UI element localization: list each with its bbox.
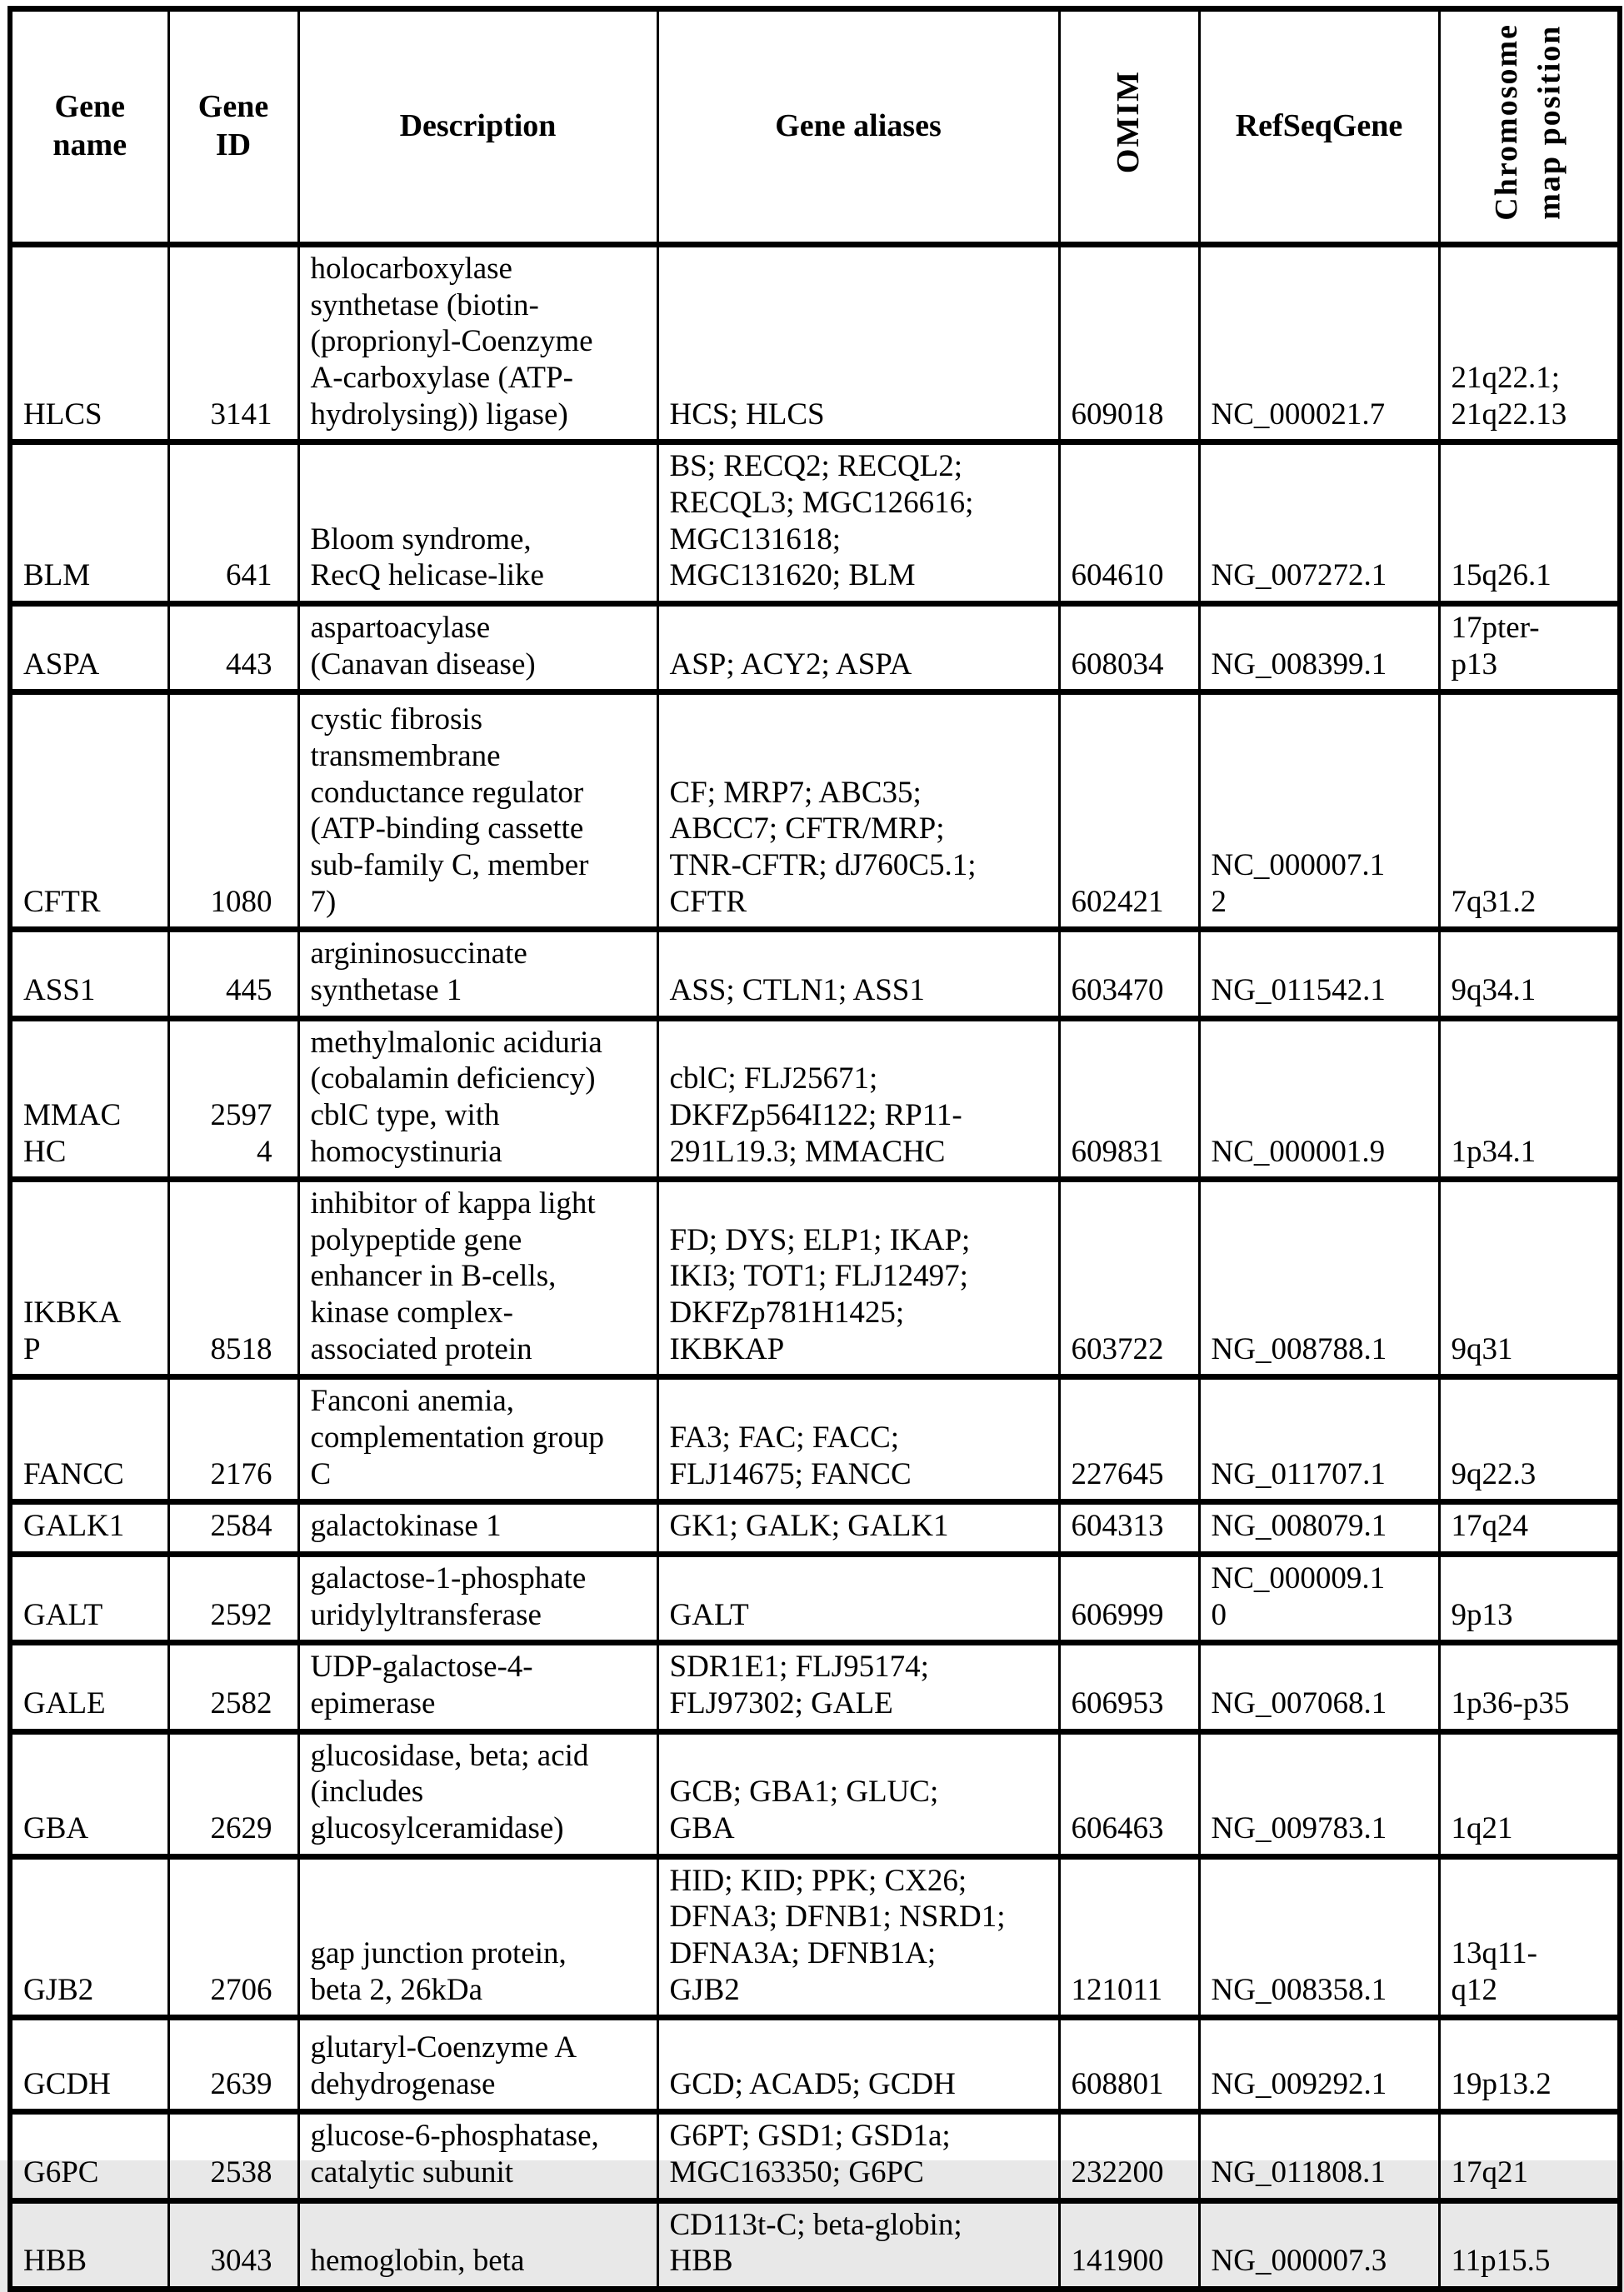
refseqgene-cell: NC_000001.9: [1199, 1018, 1439, 1180]
refseqgene-cell: NG_007272.1: [1199, 442, 1439, 604]
gene-aliases-cell: GALT: [657, 1555, 1059, 1643]
refseqgene-cell: NC_000009.1 0: [1199, 1555, 1439, 1643]
refseqgene-cell: NG_011808.1: [1199, 2112, 1439, 2200]
description-cell: glucosidase, beta; acid (includes glucosylceramidase): [298, 1731, 657, 1856]
omim-cell: 608034: [1059, 603, 1199, 692]
col-header-omim-label: OMIM: [1111, 70, 1147, 174]
chromosome-map-position-cell: 17pter- p13: [1439, 603, 1620, 692]
col-header-gene-name-label: Gene name: [52, 89, 127, 162]
gene-name-cell: HLCS: [10, 245, 168, 442]
omim-cell: 609018: [1059, 245, 1199, 442]
chromosome-map-position-cell: 1q21: [1439, 1731, 1620, 1856]
col-header-refseqgene: [1199, 9, 1439, 245]
col-header-gene-name: [10, 9, 168, 245]
chromosome-map-position-cell: 9q31: [1439, 1180, 1620, 1377]
col-header-omim: [1059, 9, 1199, 245]
omim-cell: 604610: [1059, 442, 1199, 604]
gene-aliases-cell: SDR1E1; FLJ95174; FLJ97302; GALE: [657, 1643, 1059, 1731]
table-row: [10, 1555, 1620, 1643]
description-cell: Bloom syndrome, RecQ helicase-like: [298, 442, 657, 604]
table-row: [10, 692, 1620, 930]
col-header-refseqgene-label: RefSeqGene: [1235, 108, 1403, 144]
gene-id-cell: 1080: [168, 692, 298, 930]
gene-table: [7, 6, 1622, 2292]
gene-name-cell: MMAC HC: [10, 1018, 168, 1180]
description-cell: galactokinase 1: [298, 1502, 657, 1555]
description-cell: glutaryl-Coenzyme A dehydrogenase: [298, 2018, 657, 2112]
omim-cell: 227645: [1059, 1377, 1199, 1502]
gene-name-cell: GALK1: [10, 1502, 168, 1555]
chromosome-map-position-cell: 17q24: [1439, 1502, 1620, 1555]
omim-cell: 141900: [1059, 2200, 1199, 2289]
gene-name-cell: ASPA: [10, 603, 168, 692]
gene-id-cell: 2639: [168, 2018, 298, 2112]
chromosome-map-position-cell: 9q22.3: [1439, 1377, 1620, 1502]
description-cell: cystic fibrosis transmembrane conductance regulator (ATP-binding cassette sub-family C, member 7): [298, 692, 657, 930]
col-header-chromosome-map-position-label: Chromosome map position: [1489, 22, 1567, 221]
refseqgene-cell: NG_011542.1: [1199, 930, 1439, 1018]
chromosome-map-position-cell: 1p34.1: [1439, 1018, 1620, 1180]
gene-name-cell: ASS1: [10, 930, 168, 1018]
chromosome-map-position-cell: 1p36-p35: [1439, 1643, 1620, 1731]
gene-aliases-cell: CF; MRP7; ABC35; ABCC7; CFTR/MRP; TNR-CFTR; dJ760C5.1; CFTR: [657, 692, 1059, 930]
table-row: [10, 1502, 1620, 1555]
gene-id-cell: 3043: [168, 2200, 298, 2289]
refseqgene-cell: NG_009292.1: [1199, 2018, 1439, 2112]
gene-aliases-cell: FA3; FAC; FACC; FLJ14675; FANCC: [657, 1377, 1059, 1502]
gene-name-cell: IKBKA P: [10, 1180, 168, 1377]
gene-name-cell: GJB2: [10, 1856, 168, 2018]
gene-name-cell: GBA: [10, 1731, 168, 1856]
refseqgene-cell: NG_008788.1: [1199, 1180, 1439, 1377]
refseqgene-cell: NG_008358.1: [1199, 1856, 1439, 2018]
gene-id-cell: 2706: [168, 1856, 298, 2018]
omim-cell: 606463: [1059, 1731, 1199, 1856]
chromosome-map-position-cell: 9q34.1: [1439, 930, 1620, 1018]
chromosome-map-position-cell: 9p13: [1439, 1555, 1620, 1643]
gene-name-cell: BLM: [10, 442, 168, 604]
gene-id-cell: 2584: [168, 1502, 298, 1555]
table-row: [10, 1180, 1620, 1377]
omim-cell: 606999: [1059, 1555, 1199, 1643]
gene-id-cell: 2597 4: [168, 1018, 298, 1180]
gene-aliases-cell: GK1; GALK; GALK1: [657, 1502, 1059, 1555]
gene-id-cell: 641: [168, 442, 298, 604]
description-cell: holocarboxylase synthetase (biotin- (proprionyl-Coenzyme A-carboxylase (ATP- hydrolysing)) ligase): [298, 245, 657, 442]
gene-aliases-cell: HCS; HLCS: [657, 245, 1059, 442]
gene-id-cell: 3141: [168, 245, 298, 442]
chromosome-map-position-cell: 7q31.2: [1439, 692, 1620, 930]
gene-name-cell: GALE: [10, 1643, 168, 1731]
omim-cell: 604313: [1059, 1502, 1199, 1555]
description-cell: argininosuccinate synthetase 1: [298, 930, 657, 1018]
col-header-gene-id: [168, 9, 298, 245]
col-header-gene-id-label: Gene ID: [197, 89, 269, 162]
col-header-description-label: Description: [399, 108, 557, 144]
table-row: [10, 2200, 1620, 2289]
refseqgene-cell: NG_008079.1: [1199, 1502, 1439, 1555]
gene-id-cell: 8518: [168, 1180, 298, 1377]
table-row: [10, 1018, 1620, 1180]
table-row: [10, 1643, 1620, 1731]
description-cell: galactose-1-phosphate uridylyltransferase: [298, 1555, 657, 1643]
gene-name-cell: HBB: [10, 2200, 168, 2289]
omim-cell: 602421: [1059, 692, 1199, 930]
gene-id-cell: 445: [168, 930, 298, 1018]
gene-aliases-cell: CD113t-C; beta-globin; HBB: [657, 2200, 1059, 2289]
description-cell: aspartoacylase (Canavan disease): [298, 603, 657, 692]
gene-name-cell: FANCC: [10, 1377, 168, 1502]
omim-cell: 606953: [1059, 1643, 1199, 1731]
description-cell: gap junction protein, beta 2, 26kDa: [298, 1856, 657, 2018]
chromosome-map-position-cell: 13q11- q12: [1439, 1856, 1620, 2018]
gene-id-cell: 443: [168, 603, 298, 692]
chromosome-map-position-cell: 15q26.1: [1439, 442, 1620, 604]
omim-cell: 609831: [1059, 1018, 1199, 1180]
gene-name-cell: G6PC: [10, 2112, 168, 2200]
refseqgene-cell: NC_000007.1 2: [1199, 692, 1439, 930]
refseqgene-cell: NG_008399.1: [1199, 603, 1439, 692]
refseqgene-cell: NG_007068.1: [1199, 1643, 1439, 1731]
description-cell: UDP-galactose-4- epimerase: [298, 1643, 657, 1731]
gene-name-cell: CFTR: [10, 692, 168, 930]
refseqgene-cell: NG_011707.1: [1199, 1377, 1439, 1502]
omim-cell: 121011: [1059, 1856, 1199, 2018]
gene-aliases-cell: G6PT; GSD1; GSD1a; MGC163350; G6PC: [657, 2112, 1059, 2200]
description-cell: hemoglobin, beta: [298, 2200, 657, 2289]
omim-cell: 608801: [1059, 2018, 1199, 2112]
gene-aliases-cell: GCB; GBA1; GLUC; GBA: [657, 1731, 1059, 1856]
description-cell: Fanconi anemia, complementation group C: [298, 1377, 657, 1502]
chromosome-map-position-cell: 19p13.2: [1439, 2018, 1620, 2112]
gene-aliases-cell: HID; KID; PPK; CX26; DFNA3; DFNB1; NSRD1; DFNA3A; DFNB1A; GJB2: [657, 1856, 1059, 2018]
omim-cell: 232200: [1059, 2112, 1199, 2200]
table-row: [10, 1856, 1620, 2018]
refseqgene-cell: NG_009783.1: [1199, 1731, 1439, 1856]
table-row: [10, 245, 1620, 442]
description-cell: methylmalonic aciduria (cobalamin deficiency) cblC type, with homocystinuria: [298, 1018, 657, 1180]
table-row: [10, 1731, 1620, 1856]
refseqgene-cell: NC_000021.7: [1199, 245, 1439, 442]
gene-aliases-cell: FD; DYS; ELP1; IKAP; IKI3; TOT1; FLJ12497; DKFZp781H1425; IKBKAP: [657, 1180, 1059, 1377]
gene-name-cell: GCDH: [10, 2018, 168, 2112]
chromosome-map-position-cell: 21q22.1; 21q22.13: [1439, 245, 1620, 442]
table-row: [10, 2112, 1620, 2200]
gene-aliases-cell: GCD; ACAD5; GCDH: [657, 2018, 1059, 2112]
gene-id-cell: 2629: [168, 1731, 298, 1856]
gene-aliases-cell: cblC; FLJ25671; DKFZp564I122; RP11- 291L19.3; MMACHC: [657, 1018, 1059, 1180]
omim-cell: 603470: [1059, 930, 1199, 1018]
gene-id-cell: 2592: [168, 1555, 298, 1643]
col-header-description: [298, 9, 657, 245]
gene-name-cell: GALT: [10, 1555, 168, 1643]
gene-aliases-cell: ASP; ACY2; ASPA: [657, 603, 1059, 692]
gene-id-cell: 2538: [168, 2112, 298, 2200]
gene-id-cell: 2582: [168, 1643, 298, 1731]
gene-id-cell: 2176: [168, 1377, 298, 1502]
chromosome-map-position-cell: 11p15.5: [1439, 2200, 1620, 2289]
table-row: [10, 442, 1620, 604]
omim-cell: 603722: [1059, 1180, 1199, 1377]
description-cell: glucose-6-phosphatase, catalytic subunit: [298, 2112, 657, 2200]
col-header-gene-aliases: [657, 9, 1059, 245]
header-row: [10, 9, 1620, 245]
table-row: [10, 603, 1620, 692]
col-header-gene-aliases-label: Gene aliases: [775, 108, 942, 144]
gene-aliases-cell: BS; RECQ2; RECQL2; RECQL3; MGC126616; MGC131618; MGC131620; BLM: [657, 442, 1059, 604]
gene-aliases-cell: ASS; CTLN1; ASS1: [657, 930, 1059, 1018]
refseqgene-cell: NG_000007.3: [1199, 2200, 1439, 2289]
table-row: [10, 1377, 1620, 1502]
chromosome-map-position-cell: 17q21: [1439, 2112, 1620, 2200]
description-cell: inhibitor of kappa light polypeptide gene enhancer in B-cells, kinase complex- associated protein: [298, 1180, 657, 1377]
table-row: [10, 930, 1620, 1018]
gene-table-body: [10, 245, 1620, 2290]
col-header-chromosome-map-position: [1439, 9, 1620, 245]
table-row: [10, 2018, 1620, 2112]
